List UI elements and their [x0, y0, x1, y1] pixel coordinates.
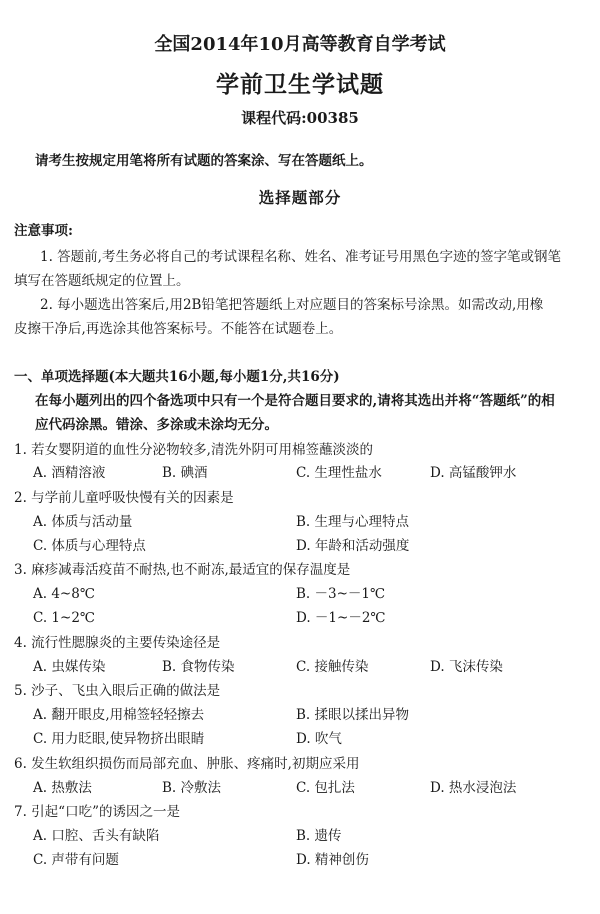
option-a: A. 热敷法	[33, 780, 92, 796]
note-1-line-1: 1. 答题前,考生务必将自己的考试课程名称、姓名、准考证号用黑色字迹的签字笔或钢笔	[40, 249, 561, 265]
option-b: B. 遗传	[296, 828, 342, 844]
option-a: A. 口腔、舌头有缺陷	[33, 828, 160, 844]
question-stem: 5. 沙子、飞虫入眼后正确的做法是	[14, 683, 221, 699]
option-d: D. 精神创伤	[296, 852, 369, 868]
option-d: D. 飞沫传染	[430, 659, 503, 675]
notes-heading: 注意事项:	[14, 223, 73, 239]
option-d: D. 年龄和活动强度	[296, 538, 410, 554]
option-b: B. 生理与心理特点	[296, 514, 410, 530]
option-b: B. －3~－1℃	[296, 586, 386, 602]
question-stem: 3. 麻疹减毒活疫苗不耐热,也不耐冻,最适宜的保存温度是	[14, 562, 351, 578]
option-c: C. 体质与心理特点	[33, 538, 146, 554]
question-stem: 7. 引起“口吃”的诱因之一是	[14, 804, 180, 820]
option-a: A. 虫媒传染	[33, 659, 106, 675]
note-2-line-1: 2. 每小题选出答案后,用2B铅笔把答题纸上对应题目的答案标号涂黑。如需改动,用橡	[40, 297, 544, 313]
question-stem: 2. 与学前儿童呼吸快慢有关的因素是	[14, 490, 234, 506]
option-c: C. 用力眨眼,使异物挤出眼睛	[33, 731, 205, 747]
option-c: C. 包扎法	[296, 780, 355, 796]
option-c: C. 接触传染	[296, 659, 369, 675]
option-a: A. 酒精溶液	[33, 465, 106, 481]
question-stem: 4. 流行性腮腺炎的主要传染途径是	[14, 635, 221, 651]
option-d: D. 吹气	[296, 731, 342, 747]
option-a: A. 翻开眼皮,用棉签轻轻擦去	[33, 707, 205, 723]
option-c: C. 生理性盐水	[296, 465, 382, 481]
general-instruction: 请考生按规定用笔将所有试题的答案涂、写在答题纸上。	[35, 153, 373, 169]
part1-desc-line-2: 应代码涂黑。错涂、多涂或未涂均无分。	[35, 417, 278, 433]
question-stem: 1. 若女婴阴道的血性分泌物较多,清洗外阴可用棉签蘸淡淡的	[14, 442, 373, 458]
part1-desc-line-1: 在每小题列出的四个备选项中只有一个是符合题目要求的,请将其选出并将“答题纸”的相	[35, 393, 555, 409]
paper-title: 学前卫生学试题	[216, 71, 384, 98]
option-c: C. 声带有问题	[33, 852, 119, 868]
option-b: B. 食物传染	[162, 659, 235, 675]
option-d: D. 热水浸泡法	[430, 780, 517, 796]
part1-heading: 一、单项选择题(本大题共16小题,每小题1分,共16分)	[14, 369, 340, 385]
question-stem: 6. 发生软组织损伤而局部充血、肿胀、疼痛时,初期应采用	[14, 756, 360, 772]
option-d: D. 高锰酸钾水	[430, 465, 517, 481]
section-title: 选择题部分	[258, 188, 342, 207]
note-1-line-2: 填写在答题纸规定的位置上。	[14, 273, 190, 289]
option-a: A. 体质与活动量	[33, 514, 133, 530]
option-b: B. 冷敷法	[162, 780, 222, 796]
course-code: 课程代码:00385	[241, 109, 359, 127]
option-c: C. 1~2℃	[33, 610, 96, 626]
option-d: D. －1~－2℃	[296, 610, 386, 626]
option-a: A. 4~8℃	[33, 586, 95, 602]
exam-session-line: 全国2014年10月高等教育自学考试	[154, 34, 446, 55]
option-b: B. 揉眼以揉出异物	[296, 707, 410, 723]
option-b: B. 碘酒	[162, 465, 208, 481]
note-2-line-2: 皮擦干净后,再选涂其他答案标号。不能答在试题卷上。	[14, 321, 343, 337]
